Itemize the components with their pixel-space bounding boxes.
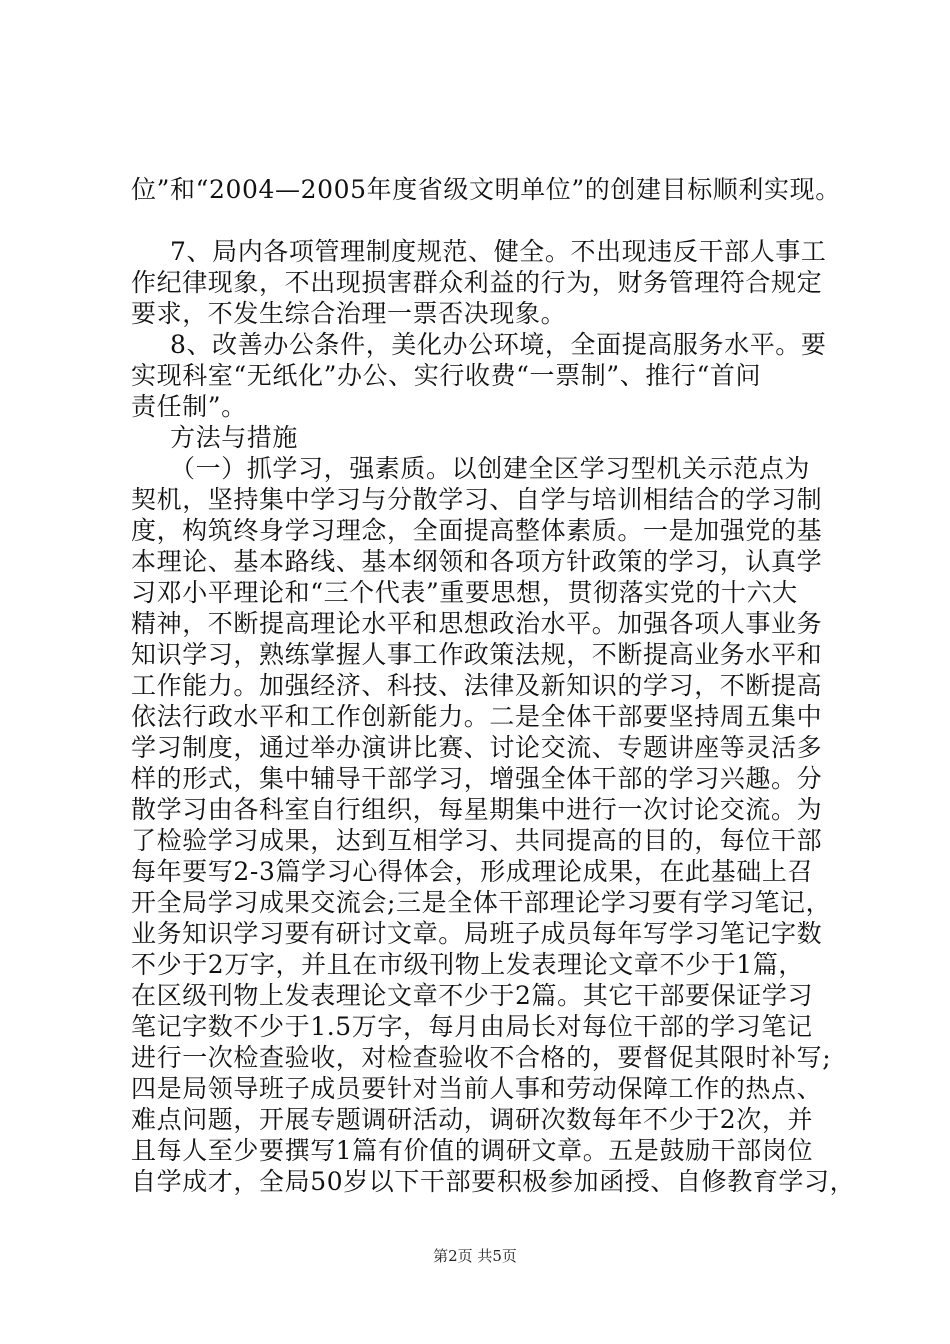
text-line: 度，构筑终身学习理念，全面提高整体素质。一是加强党的基 <box>131 516 823 545</box>
text-line: 学习制度，通过举办演讲比赛、讨论交流、专题讲座等灵活多 <box>131 733 823 762</box>
page-footer: 第2页 共5页 <box>433 1247 517 1265</box>
text-line: 契机，坚持集中学习与分散学习、自学与培训相结合的学习制 <box>131 485 823 514</box>
text-line: 开全局学习成果交流会;三是全体干部理论学习要有学习笔记， <box>131 888 832 917</box>
text-line: 了检验学习成果，达到互相学习、共同提高的目的，每位干部 <box>131 826 823 855</box>
text-line: 且每人至少要撰写1篇有价值的调研文章。五是鼓励干部岗位 <box>131 1136 814 1165</box>
text-line: 样的形式，集中辅导干部学习，增强全体干部的学习兴趣。分 <box>131 764 823 793</box>
text-line: 习邓小平理论和“三个代表”重要思想，贯彻落实党的十六大 <box>131 578 798 607</box>
text-line: 7、局内各项管理制度规范、健全。不出现违反干部人事工 <box>170 237 827 266</box>
text-line: 不少于2万字，并且在市级刊物上发表理论文章不少于1篇， <box>131 950 805 979</box>
text-line: 责任制”。 <box>131 392 247 421</box>
text-line: （一）抓学习，强素质。以创建全区学习型机关示范点为 <box>170 454 811 483</box>
section-heading: 方法与措施 <box>170 423 299 452</box>
text-line: 精神，不断提高理论水平和思想政治水平。加强各项人事业务 <box>131 609 823 638</box>
text-line: 本理论、基本路线、基本纲领和各项方针政策的学习，认真学 <box>131 547 823 576</box>
text-line: 位”和“2004—2005年度省级文明单位”的创建目标顺利实现。 <box>131 175 841 204</box>
text-line: 进行一次检查验收，对检查验收不合格的，要督促其限时补写; <box>131 1043 832 1072</box>
text-line: 实现科室“无纸化”办公、实行收费“一票制”、推行“首问 <box>131 361 762 390</box>
text-line: 在区级刊物上发表理论文章不少于2篇。其它干部要保证学习 <box>131 981 814 1010</box>
text-line: 每年要写2-3篇学习心得体会，形成理论成果，在此基础上召 <box>131 857 814 886</box>
text-line: 难点问题，开展专题调研活动，调研次数每年不少于2次，并 <box>131 1105 814 1134</box>
text-line: 知识学习，熟练掌握人事工作政策法规，不断提高业务水平和 <box>131 640 823 669</box>
text-line: 工作能力。加强经济、科技、法律及新知识的学习，不断提高 <box>131 671 823 700</box>
text-line: 业务知识学习要有研讨文章。局班子成员每年写学习笔记字数 <box>131 919 823 948</box>
text-line: 8、改善办公条件，美化办公环境，全面提高服务水平。要 <box>170 330 827 359</box>
text-line: 自学成才，全局50岁以下干部要积极参加函授、自修教育学习， <box>131 1167 856 1196</box>
text-line: 散学习由各科室自行组织，每星期集中进行一次讨论交流。为 <box>131 795 823 824</box>
text-line: 依法行政水平和工作创新能力。二是全体干部要坚持周五集中 <box>131 702 823 731</box>
text-line: 要求，不发生综合治理一票否决现象。 <box>131 299 567 328</box>
text-line: 笔记字数不少于1.5万字，每月由局长对每位干部的学习笔记 <box>131 1012 813 1041</box>
text-line: 四是局领导班子成员要针对当前人事和劳动保障工作的热点、 <box>131 1074 823 1103</box>
text-line: 作纪律现象，不出现损害群众利益的行为，财务管理符合规定 <box>131 268 823 297</box>
